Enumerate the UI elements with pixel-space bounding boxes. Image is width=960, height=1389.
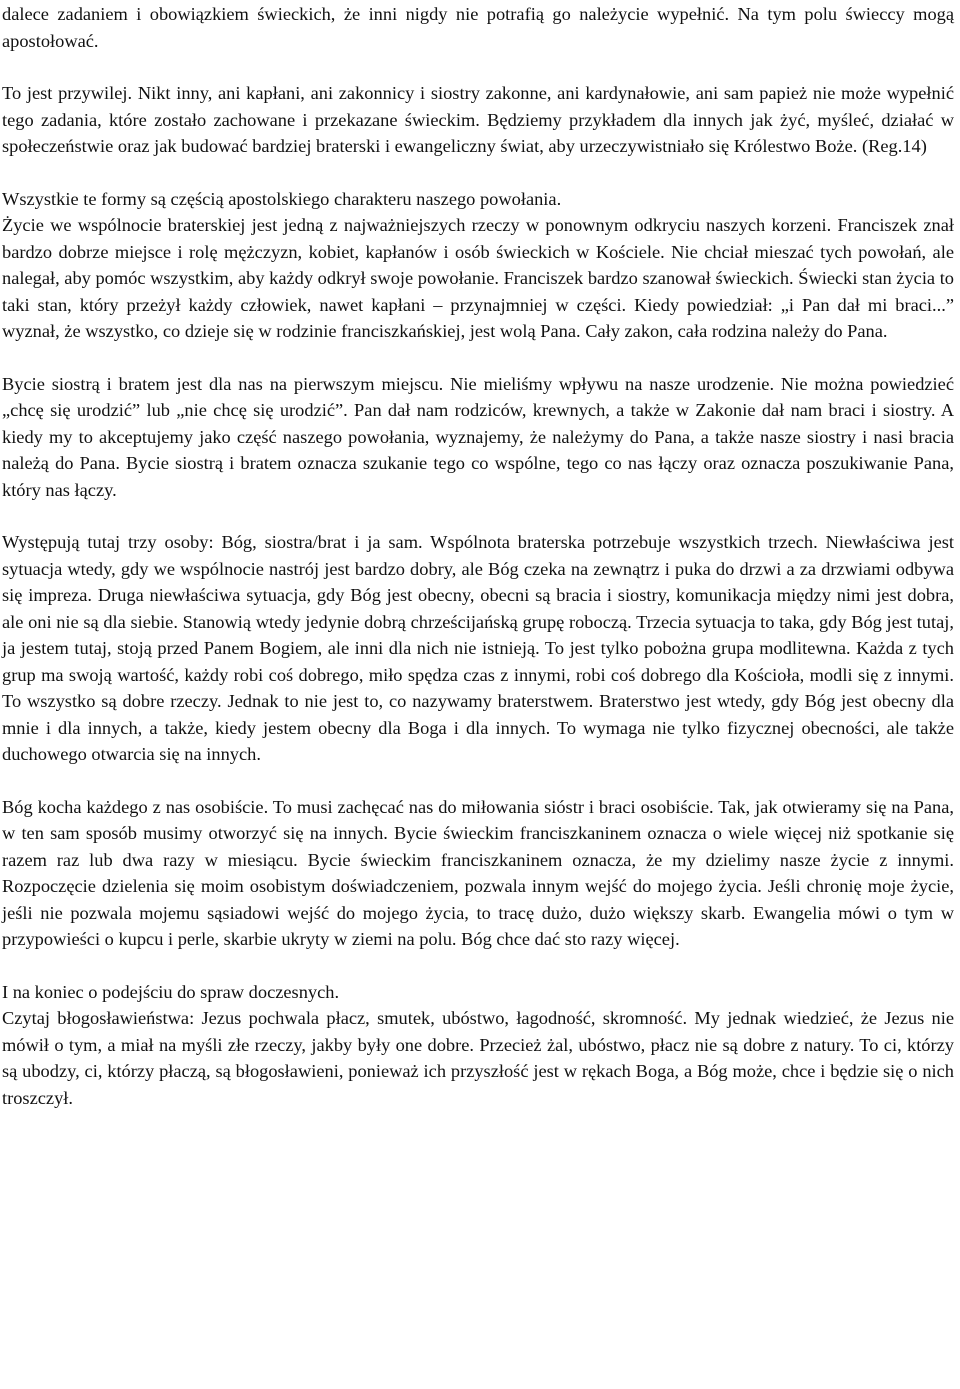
paragraph-lay-apostolate: dalece zadaniem i obowiązkiem świeckich, że inni nigdy nie potrafią go należycie wypełnić. Na tym polu świeccy mogą apostołować. [2, 4, 954, 51]
paragraph-temporal-matters: I na koniec o podejściu do spraw doczesnych. [2, 981, 340, 1002]
document-page [2, 0, 954, 1111]
paragraph-sister-brother: Bycie siostrą i bratem jest dla nas na pierwszym miejscu. Nie mieliśmy wpływu na nasze urodzenie. Nie można powiedzieć „chcę się urodzić” lub „nie chcę się urodzić”. Pan dał nam rodziców, krewnych, a także w Zakonie dał nam braci i siostry. A kiedy my to akceptujemy jako część naszego powołania, wyznajemy, że należymy do Pana, a także nasze siostry i nasi bracia należą do Pana. Bycie siostrą i bratem oznacza szukanie tego co wspólne, tego co nas łączy oraz oznacza poszukiwanie Pana, który nas łączy. [2, 373, 954, 500]
paragraph-apostolic-forms: Wszystkie te formy są częścią apostolskiego charakteru naszego powołania. [2, 188, 562, 209]
paragraph-god-loves: Bóg kocha każdego z nas osobiście. To musi zachęcać nas do miłowania sióstr i braci osobiście. Tak, jak otwieramy się na Pana, w ten sam sposób musimy otworzyć się na innych. Bycie świeckim franciszkaninem oznacza o wiele więcej niż spotkanie się razem raz lub dwa razy w miesiącu. Bycie świeckim franciszkaninem oznacza, że my dzielimy nasze życie z innymi. Rozpoczęcie dzielenia się moim osobistym doświadczeniem, pozwala innym wejść do mojego życia. Jeśli chronię moje życie, jeśli nie pozwala mojemu sąsiadowi wejść do mojego życia, to tracę dużo, dużo większy skarb. Ewangelia mówi o tym w przypowieści o kupcu i perle, skarbie ukryty w ziemi na polu. Bóg chce dać sto razy więcej. [2, 796, 954, 949]
paragraph-beatitudes: Czytaj błogosławieństwa: Jezus pochwala płacz, smutek, ubóstwo, łagodność, skromność. My jednak wiedzieć, że Jezus nie mówił o tym, a miał na myśli złe rzeczy, jakby były one dobre. Przecież żal, ubóstwo, płacz nie są dobre z natury. To ci, którzy są ubodzy, ci, którzy płaczą, są błogosławieni, ponieważ ich przyszłość jest w rękach Boga, a Bóg może, chce i będzie się o nich troszczył. [2, 1008, 954, 1108]
paragraph-three-persons: Występują tutaj trzy osoby: Bóg, siostra/brat i ja sam. Wspólnota braterska potrzebuje wszystkich trzech. Niewłaściwa jest sytuacja wtedy, gdy we wspólnocie nastrój jest bardzo dobry, ale Bóg czeka na zewnątrz i puka do drzwi a za drzwiami odbywa się impreza. Druga niewłaściwa sytuacja, gdy Bóg jest obecny, obecni są bracia i siostry, komunikacja między nimi jest dobra, ale oni nie są dla siebie. Stanowią wtedy jedynie dobrą chrześcijańską grupę roboczą. Trzecia sytuacja to taka, gdy Bóg jest tutaj, ja jestem tutaj, stoją przed Panem Bogiem, ale inni dla nich nie istnieją. To jest tylko pobożna grupa modlitewna. Każda z tych grup ma swoją wartość, każdy robi coś dobrego, miło spędza czas z innymi, robi coś dobrego dla Kościoła, modli się z innymi. To wszystko są dobre rzeczy. Jednak to nie jest to, co nazywamy braterstwem. Braterstwo jest wtedy, gdy Bóg jest obecny dla mnie i dla innych, a także, kiedy jestem obecny dla Boga i dla innych. To wymaga nie tylko fizycznej obecności, ale także duchowego otwarcia się na innych. [2, 532, 954, 764]
paragraph-privilege: To jest przywilej. Nikt inny, ani kapłani, ani zakonnicy i siostry zakonne, ani kardynałowie, ani sam papież nie może wypełnić tego zadania, które zostało zachowane i przekazane świeckim. Będziemy przykładem dla innych jak żyć, myśleć, działać w społeczeństwie oraz jak budować bardziej braterski i ewangeliczny świat, aby urzeczywistniało się Królestwo Boże. (Reg.14) [2, 83, 954, 156]
paragraph-fraternal-life: Życie we wspólnocie braterskiej jest jedną z najważniejszych rzeczy w ponownym odkryciu naszych korzeni. Franciszek znał bardzo dobrze miejsce i rolę mężczyzn, kobiet, kapłanów i osób świeckich w Kościele. Nie chciał mieszać tych powołań, ale nalegał, aby pomóc wszystkim, aby każdy odkrył swoje powołanie. Franciszek bardzo szanował świeckich. Świecki stan życia to taki stan, który przeżył każdy człowiek, nawet kapłani – przynajmniej w części. Kiedy powiedział: „i Pan dał mi braci...” wyznał, że wszystko, co dzieje się w rodzinie franciszkańskiej, jest wolą Pana. Cały zakon, cała rodzina należy do Pana. [2, 215, 954, 341]
